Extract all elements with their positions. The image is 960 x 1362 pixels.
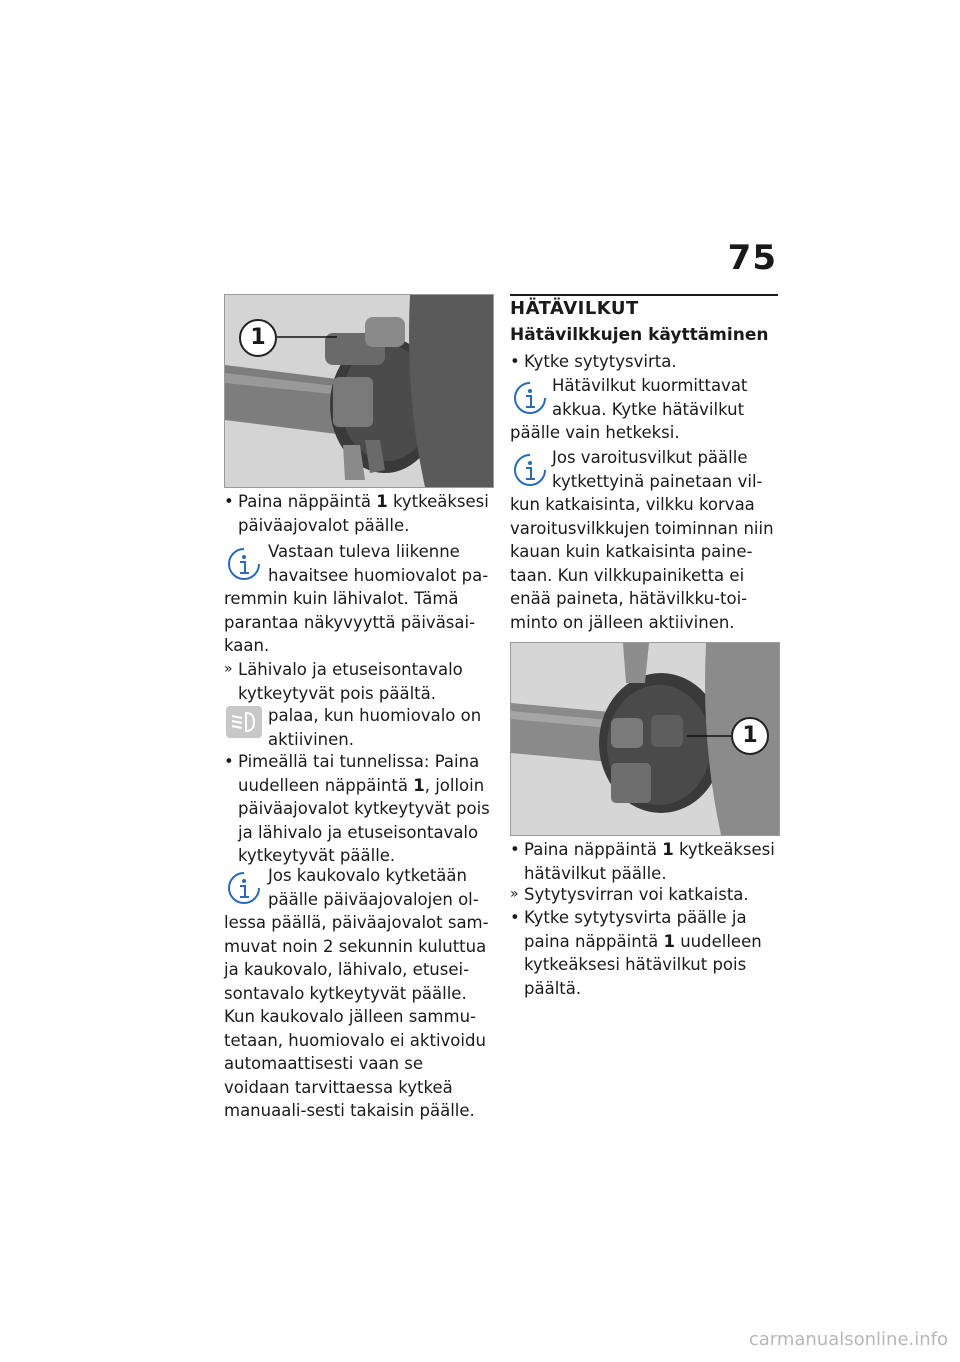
result-symbol: » [224, 661, 233, 677]
info-icon [226, 870, 262, 906]
bullet-text: Paina näppäintä [524, 840, 663, 859]
figure-callout-1: 1 [239, 319, 277, 357]
closing-paragraph: Kun kaukovalo jälleen sammu-tetaan, huomiovalo ei aktivoidu automaattisesti vaan se voidaan tarvittaessa kytkeä manuaali-sesti takaisin päälle. [224, 1007, 486, 1120]
info-note-2-rest: lessa päällä, päiväajovalot sam-muvat noin 2 sekunnin kuluttua ja kaukovalo, lähivalo, etusei-sontavalo kytkeytyvät päälle. [224, 913, 489, 1003]
bullet-text: Kytke sytytysvirta. [524, 352, 677, 371]
result-text: Sytytysvirran voi katkaista. [524, 885, 749, 904]
bullet-symbol: • [224, 492, 234, 511]
result-symbol: » [510, 886, 519, 902]
bullet-item [510, 906, 792, 1000]
bullet-text: Kytke sytytysvirta päälle ja paina näppäintä [524, 908, 747, 951]
footer-watermark: carmanualsonline.info [748, 1329, 948, 1350]
result-item [510, 883, 792, 907]
bullet-symbol: • [510, 908, 520, 927]
reference-number: 1 [663, 931, 675, 951]
dipped-beam-lamp-icon [226, 706, 262, 738]
info-note-3-first: Hätävilkut kuormittavat akkua. Kytke hätävilkut [552, 376, 748, 419]
figure-callout-1: 1 [731, 717, 769, 755]
bullet-text: kytkeäksesi päiväajovalot päälle. [238, 492, 489, 535]
info-note-3-rest: päälle vain hetkeksi. [510, 423, 680, 442]
bullet-symbol: • [510, 352, 520, 371]
section-rule [510, 294, 778, 296]
bullet-text: , jolloin päiväajovalot kytkeytyvät pois ja lähivalo ja etuseisontavalo kytkeytyvät päälle. [238, 775, 490, 865]
info-icon [512, 380, 548, 416]
info-icon [512, 452, 548, 488]
bullet-text: Pimeällä tai tunnelissa: Paina uudelleen näppäintä [238, 752, 480, 795]
info-note-2-first: Jos kaukovalo kytketään päälle päiväajovalojen ol- [268, 866, 479, 909]
section-title: HÄTÄVILKUT [510, 298, 639, 319]
result-text: Lähivalo ja etuseisontavalo kytkeytyvät pois päältä. [238, 660, 463, 703]
reference-number: 1 [662, 840, 674, 859]
bullet-item [224, 750, 506, 868]
info-icon [226, 546, 262, 582]
subsection-title: Hätävilkkujen käyttäminen [510, 325, 769, 345]
result-item [224, 658, 506, 705]
bullet-symbol: • [224, 752, 234, 771]
info-note-1-first: Vastaan tuleva liikenne havaitsee huomiovalot pa- [268, 542, 489, 585]
bullet-text: Paina näppäintä [238, 492, 377, 511]
info-note-1-rest: remmin kuin lähivalot. Tämä parantaa näkyvyyttä päiväsai-kaan. [224, 589, 476, 655]
right-handlebar-figure [510, 642, 780, 836]
bullet-item [510, 838, 792, 885]
reference-number: 1 [413, 775, 425, 795]
info-note-4-first: Jos varoitusvilkut päälle kytkettyinä painetaan vil- [552, 448, 763, 491]
bullet-text: kytkeäksesi hätävilkut päälle. [524, 840, 775, 883]
bullet-item [224, 490, 506, 537]
lamp-note: palaa, kun huomiovalo on aktiivinen. [268, 706, 482, 749]
bullet-symbol: • [510, 840, 520, 859]
info-note-4-rest: kun katkaisinta, vilkku korvaa varoitusvilkkujen toiminnan niin kauan kuin katkaisinta paine-taan. Kun vilkkupainiketta ei enää paineta, hätävilkku-toi-minto on jälleen aktiivinen. [510, 495, 774, 632]
bullet-item [510, 350, 792, 374]
reference-number: 1 [376, 492, 388, 511]
page-number: 75 [727, 238, 777, 278]
bullet-text: uudelleen kytkeäksesi hätävilkut pois päältä. [524, 931, 762, 998]
left-handlebar-figure [224, 294, 494, 488]
